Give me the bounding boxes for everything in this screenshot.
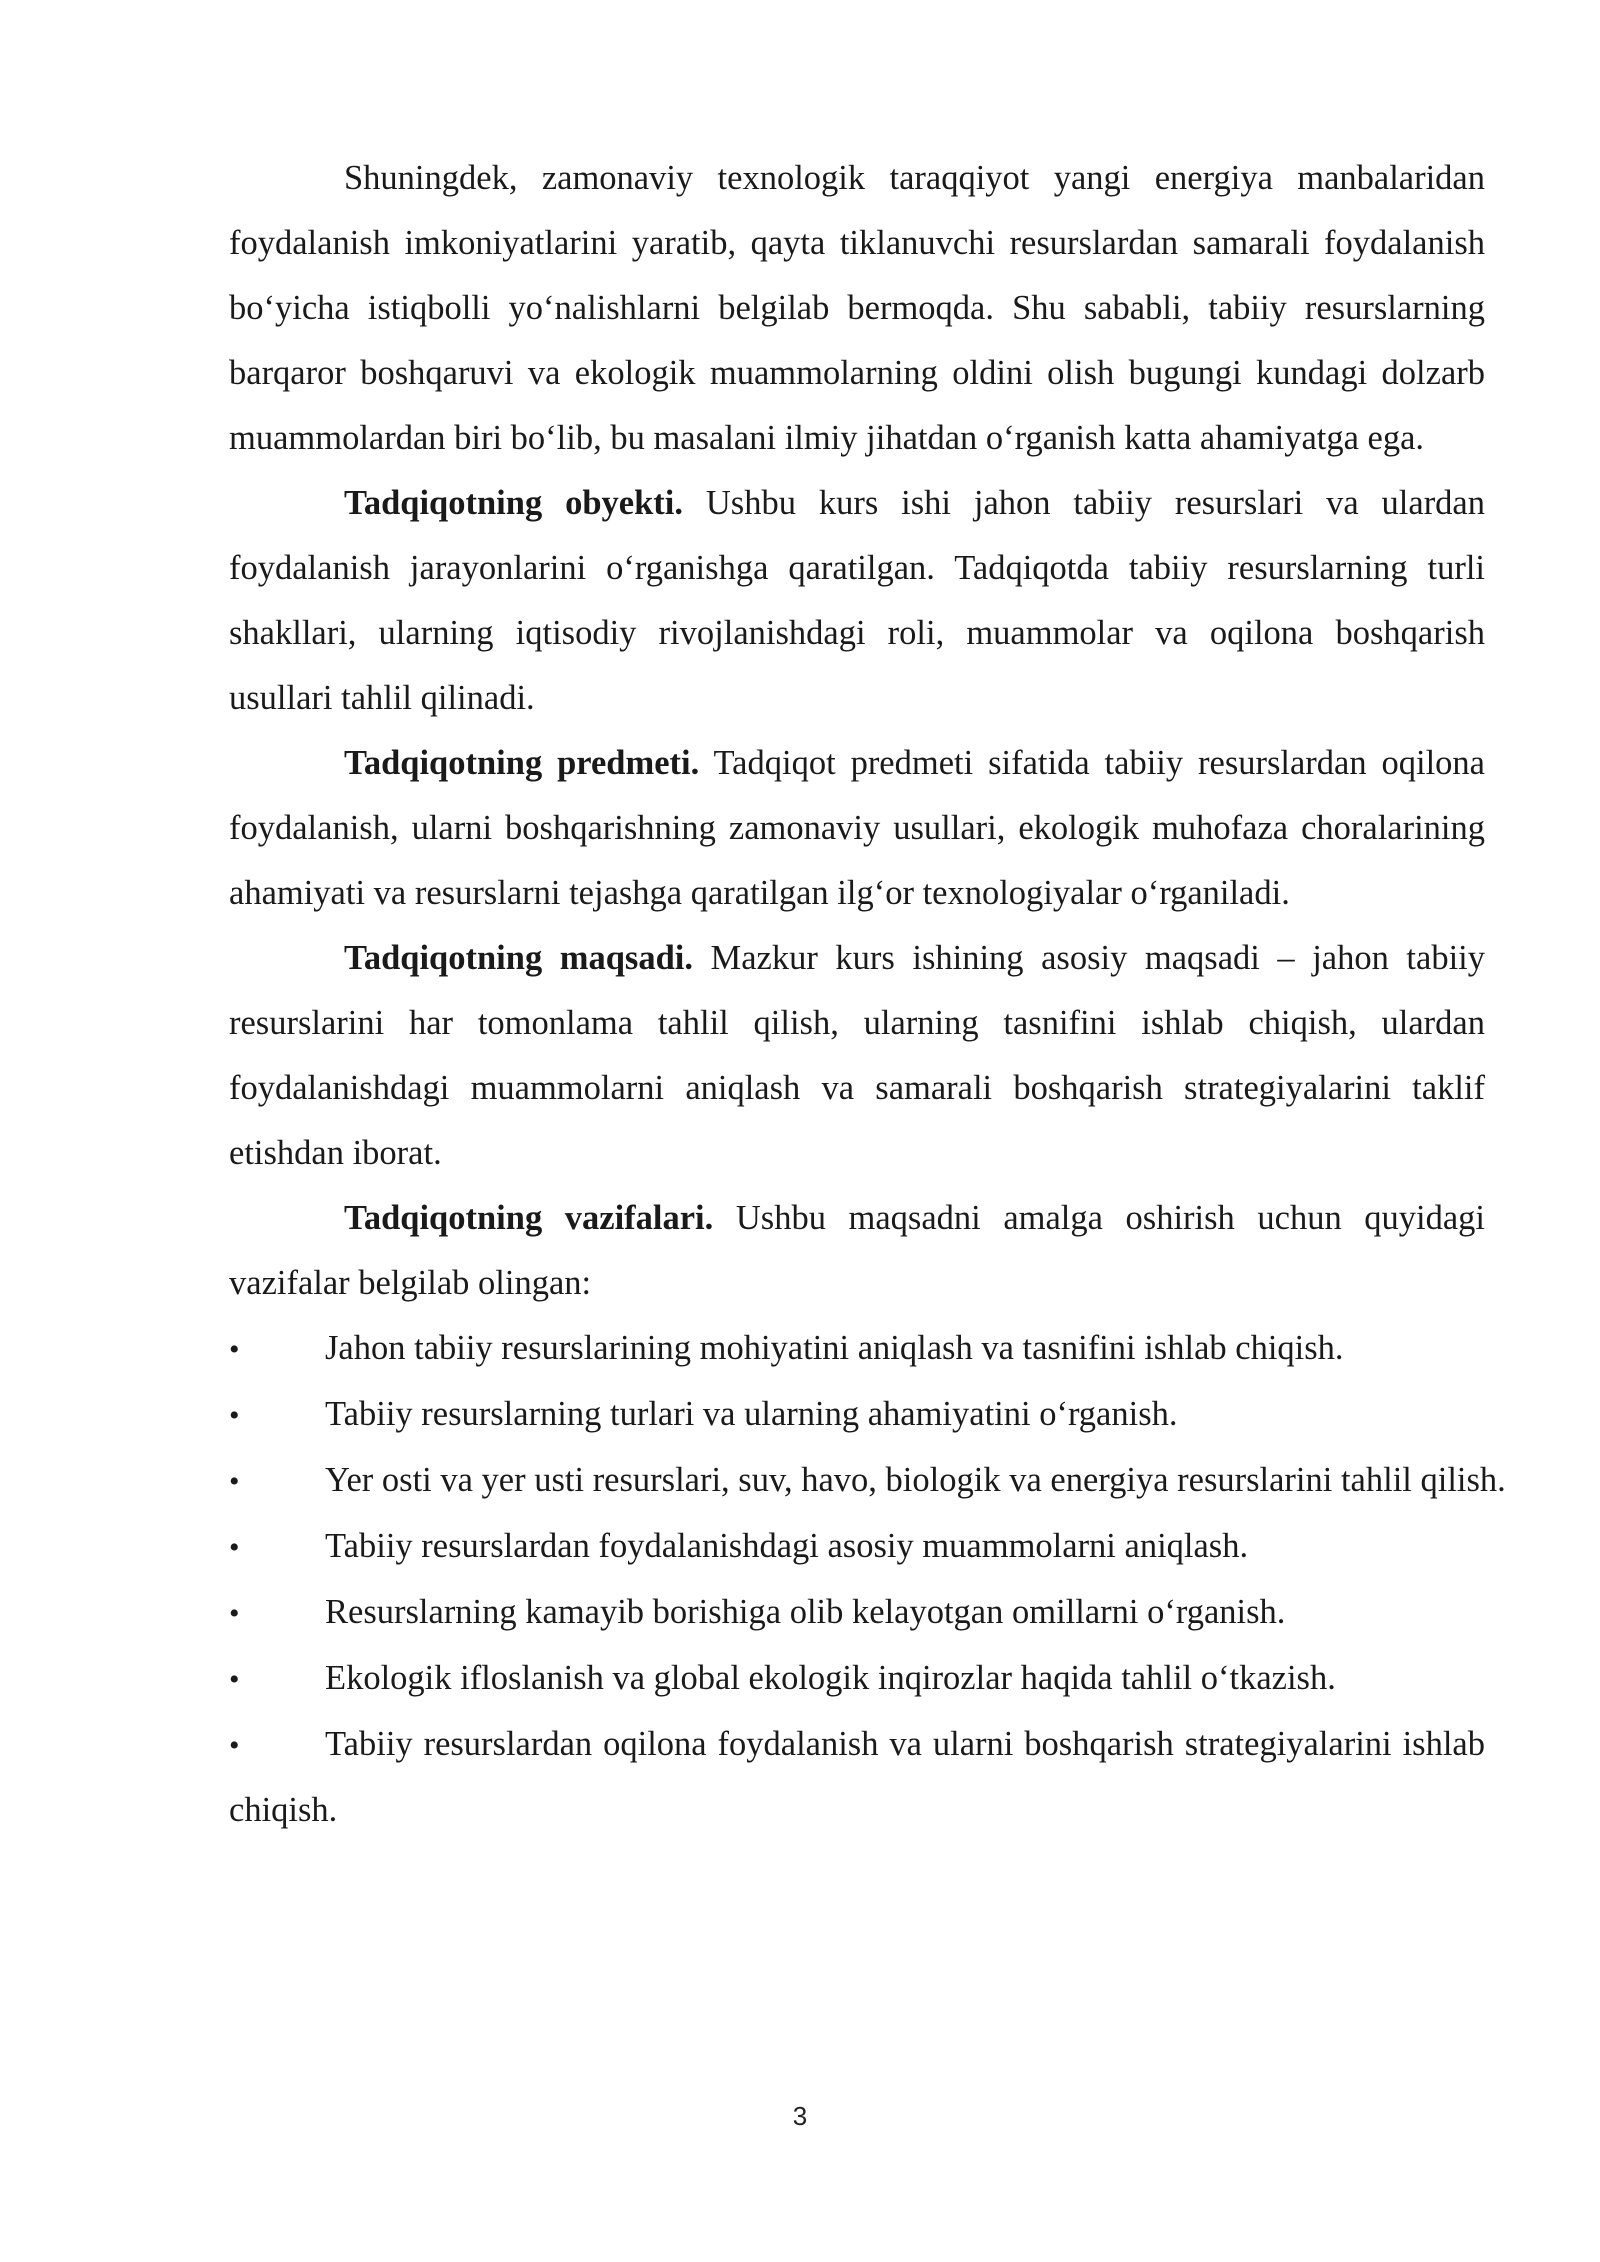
bullet-icon: • — [229, 1531, 240, 1564]
paragraph-text: Ushbu kurs ishi jahon tabiiy resurslari va ulardan foydalanish jarayonlarini o‘rganishga qaratilgan. Tadqiqotda tabiiy resurslarning turli shakllari, ularning iqtisodiy rivojlanishdagi roli, muammolar va oqilona boshqarish usullari tahlil qilinadi. — [229, 484, 1485, 717]
list-item — [229, 1646, 1485, 1712]
page-number: 3 — [792, 2101, 808, 2131]
list-item — [229, 1448, 1510, 1514]
paragraph-lead: Tadqiqotning maqsadi. — [344, 939, 693, 977]
list-item-text: Tabiiy resurslarning turlari va ularning ahamiyatini o‘rganish. — [325, 1395, 1178, 1433]
paragraph-research-subject — [229, 731, 1485, 926]
bullet-icon: • — [229, 1597, 240, 1630]
paragraph-text: Shuningdek, zamonaviy texnologik taraqqiyot yangi energiya manbalaridan foydalanish imkoniyatlarini yaratib, qayta tiklanuvchi resurslardan samarali foydalanish bo‘yicha istiqbolli yo‘nalishlarni belgilab bermoqda. Shu sababli, tabiiy resurslarning barqaror boshqaruvi va ekologik muammolarning oldini olish bugungi kundagi dolzarb muammolardan biri bo‘lib, bu masalani ilmiy jihatdan o‘rganish katta ahamiyatga ega. — [229, 159, 1485, 457]
list-item-text: Tabiiy resurslardan oqilona foydalanish va ularni boshqarish strategiyalarini ishlab chiqish. — [229, 1725, 1485, 1829]
paragraph-intro — [229, 146, 1485, 471]
bullet-icon: • — [229, 1663, 240, 1696]
list-item — [229, 1382, 1485, 1448]
paragraph-research-goal — [229, 926, 1485, 1186]
bullet-icon: • — [229, 1333, 240, 1366]
list-item — [229, 1580, 1485, 1646]
bullet-icon: • — [229, 1399, 240, 1432]
paragraph-lead: Tadqiqotning vazifalari. — [344, 1199, 714, 1237]
list-item-text: Tabiiy resurslardan foydalanishdagi asosiy muammolarni aniqlash. — [325, 1527, 1249, 1565]
bullet-icon: • — [229, 1729, 240, 1762]
list-item-text: Jahon tabiiy resurslarining mohiyatini aniqlash va tasnifini ishlab chiqish. — [325, 1329, 1344, 1367]
page-content — [229, 146, 1506, 1843]
list-item-text: Resurslarning kamayib borishiga olib kelayotgan omillarni o‘rganish. — [325, 1593, 1286, 1631]
list-item-text: Ekologik ifloslanish va global ekologik inqirozlar haqida tahlil o‘tkazish. — [325, 1659, 1336, 1697]
paragraph-research-tasks — [229, 1186, 1485, 1316]
paragraph-lead: Tadqiqotning predmeti. — [344, 744, 700, 782]
paragraph-text: Mazkur kurs ishining asosiy maqsadi – jahon tabiiy resurslarini har tomonlama tahlil qilish, ularning tasnifini ishlab chiqish, ulardan foydalanishdagi muammolarni aniqlash va samarali boshqarish strategiyalarini taklif etishdan iborat. — [229, 939, 1485, 1172]
list-item — [229, 1316, 1485, 1382]
list-item — [229, 1712, 1485, 1843]
paragraph-lead: Tadqiqotning obyekti. — [344, 484, 683, 522]
bullet-icon: • — [229, 1465, 240, 1498]
paragraph-text: Tadqiqot predmeti sifatida tabiiy resurslardan oqilona foydalanish, ularni boshqarishning zamonaviy usullari, ekologik muhofaza choralarining ahamiyati va resurslarni tejashga qaratilgan ilg‘or texnologiyalar o‘rganiladi. — [229, 744, 1485, 912]
task-list — [229, 1316, 1506, 1843]
list-item — [229, 1514, 1485, 1580]
paragraph-research-object — [229, 471, 1485, 731]
list-item-text: Yer osti va yer usti resurslari, suv, havo, biologik va energiya resurslarini tahlil qilish. — [325, 1461, 1506, 1499]
paragraph-text: Ushbu maqsadni amalga oshirish uchun quyidagi vazifalar belgilab olingan: — [229, 1199, 1486, 1302]
